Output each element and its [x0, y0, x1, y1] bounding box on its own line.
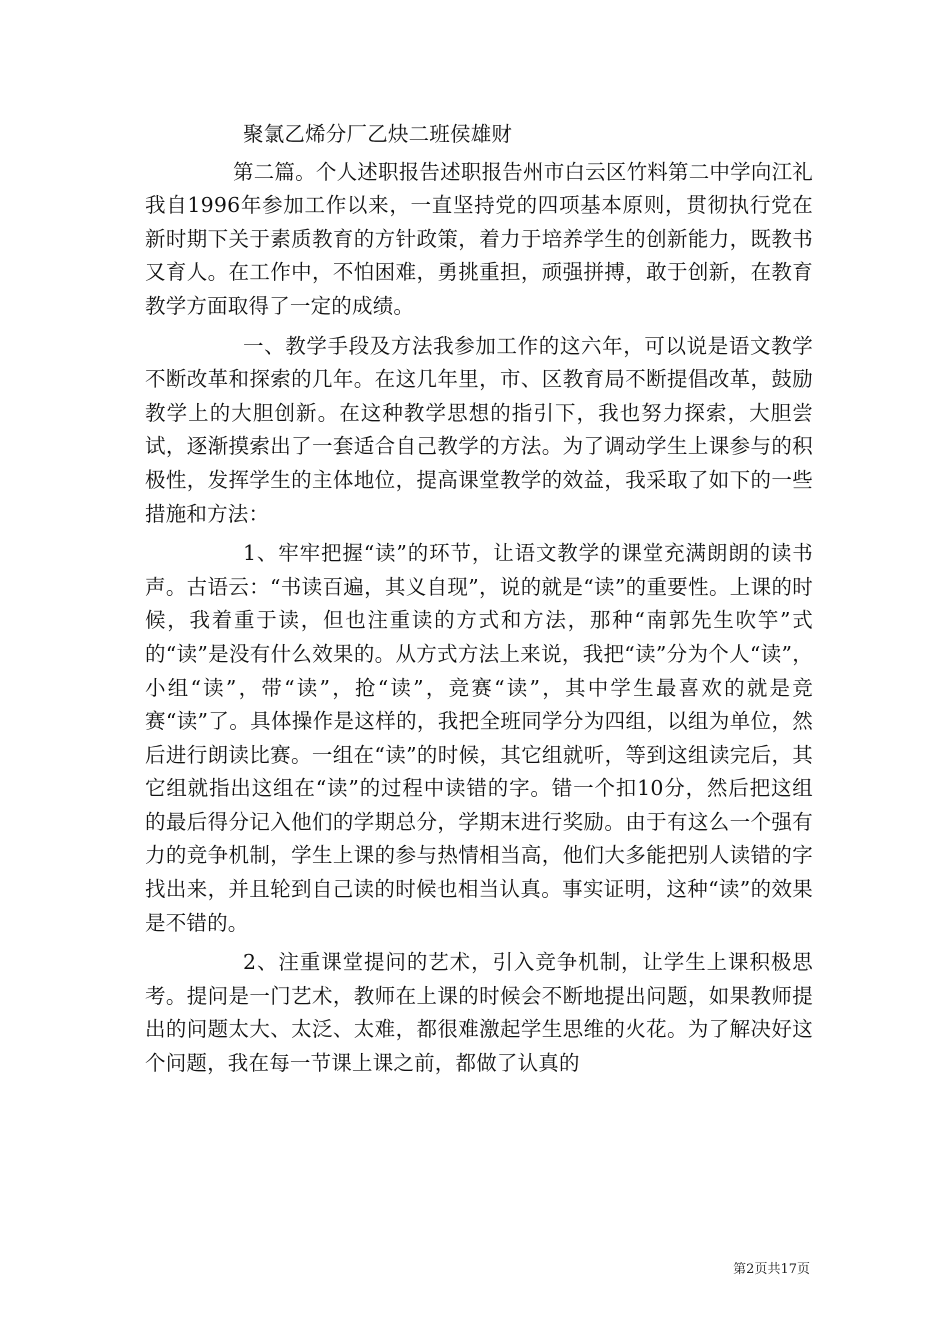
paragraph-point-two: 2、注重课堂提问的艺术，引入竞争机制，让学生上课积极思考。提问是一门艺术，教师在上课的时候会不断地提出问题，如果教师提出的问题太大、太泛、太难，都很难激起学生思维的火花。为了解决好这个问题，我在每一节课上课之前，都做了认真的 — [145, 950, 813, 1076]
page-number: 第2页共17页 — [733, 1262, 810, 1277]
document-body — [145, 118, 813, 1081]
signature-line: 聚氯乙烯分厂乙炔二班侯雄财 — [243, 122, 513, 146]
paragraph-section-one: 一、教学手段及方法我参加工作的这六年，可以说是语文教学不断改革和探索的几年。在这几年里，市、区教育局不断提倡改革，鼓励教学上的大胆创新。在这种教学思想的指引下，我也努力探索，大胆尝试，逐渐摸索出了一套适合自己教学的方法。为了调动学生上课参与的积极性，发挥学生的主体地位，提高课堂教学的效益，我采取了如下的一些措施和方法： — [145, 333, 813, 526]
paragraph-point-one: 1、牢牢把握“读”的环节，让语文教学的课堂充满朗朗的读书声。古语云：“书读百遍，其义自现”，说的就是“读”的重要性。上课的时候，我着重于读，但也注重读的方式和方法，那种“南郭先生吹竽”式的“读”是没有什么效果的。从方式方法上来说，我把“读”分为个人“读”，小组“读”，带“读”，抢“读”，竞赛“读”，其中学生最喜欢的就是竞赛“读”了。具体操作是这样的，我把全班同学分为四组，以组为单位，然后进行朗读比赛。一组在“读”的时候，其它组就听，等到这组读完后，其它组就指出这组在“读”的过程中读错的字。错一个扣10分，然后把这组的最后得分记入他们的学期总分，学期末进行奖励。由于有这么一个强有力的竞争机制，学生上课的参与热情相当高，他们大多能把别人读错的字找出来，并且轮到自己读的时候也相当认真。事实证明，这种“读”的效果是不错的。 — [145, 541, 813, 935]
paragraph-intro: 第二篇。个人述职报告述职报告州市白云区竹料第二中学向江礼我自1996年参加工作以来，一直坚持党的四项基本原则，贯彻执行党在新时期下关于素质教育的方针政策，着力于培养学生的创新能力，既教书又育人。在工作中，不怕困难，勇挑重担，顽强拼搏，敢于创新，在教育教学方面取得了一定的成绩。 — [145, 159, 813, 318]
